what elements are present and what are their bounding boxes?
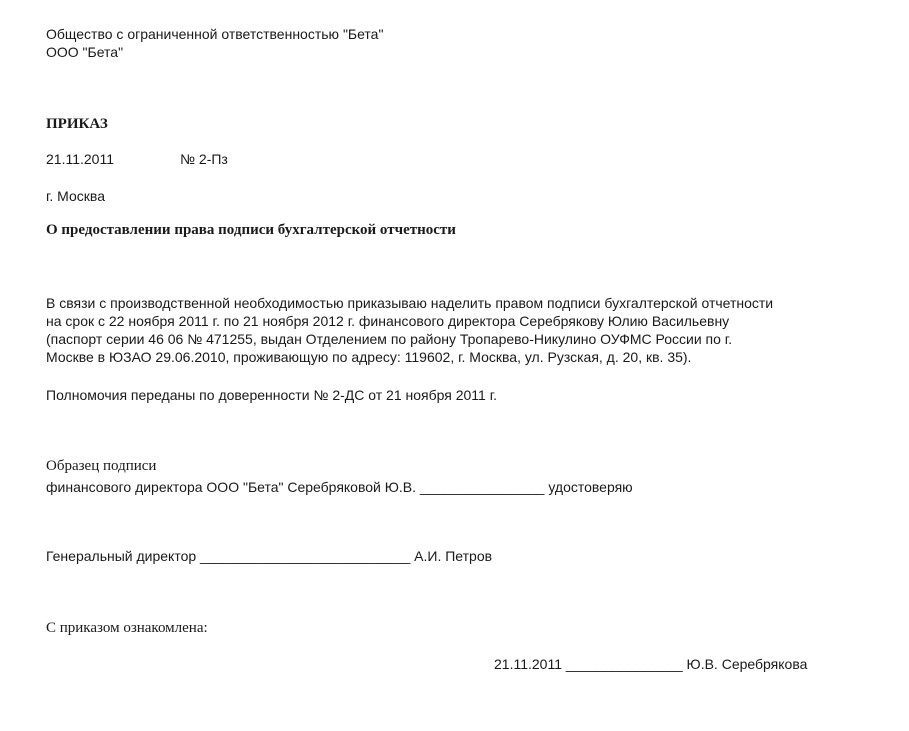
order-date: 21.11.2011 [46,151,114,167]
authority-line: Полномочия переданы по доверенности № 2-ДС от 21 ноября 2011 г. [46,387,497,403]
signature-sample-label: Образец подписи [46,458,157,474]
order-city: г. Москва [46,188,105,204]
director-signature-line: Генеральный директор ___________________________ А.И. Петров [46,548,493,564]
body-line: (паспорт серии 46 06 № 471255, выдан Отделением по району Тропарево-Никулино ОУФМС России по г. [46,331,733,347]
acquainted-label: С приказом ознакомлена: [46,620,208,636]
organization-short-name: ООО "Бета" [46,44,124,60]
order-heading: ПРИКАЗ [46,116,108,132]
organization-full-name: Общество с ограниченной ответственностью "Бета" [46,26,384,42]
body-line: В связи с производственной необходимостью приказываю наделить правом подписи бухгалтерской отчетности [46,295,774,311]
order-number: № 2-Пз [180,151,228,167]
body-line: на срок с 22 ноября 2011 г. по 21 ноября 2012 г. финансового директора Серебрякову Юлию Васильевну [46,313,730,329]
signature-sample-line: финансового директора ООО "Бета" Серебряковой Ю.В. ________________ удостоверяю [46,479,633,495]
order-subject: О предоставлении права подписи бухгалтерской отчетности [46,222,456,238]
acquainted-signature-line: 21.11.2011 _______________ Ю.В. Серебрякова [494,656,808,672]
body-line: Москве в ЮЗАО 29.06.2010, проживающую по адресу: 119602, г. Москва, ул. Рузская, д. 20, кв. 35). [46,349,692,365]
order-body-paragraph [46,294,773,366]
